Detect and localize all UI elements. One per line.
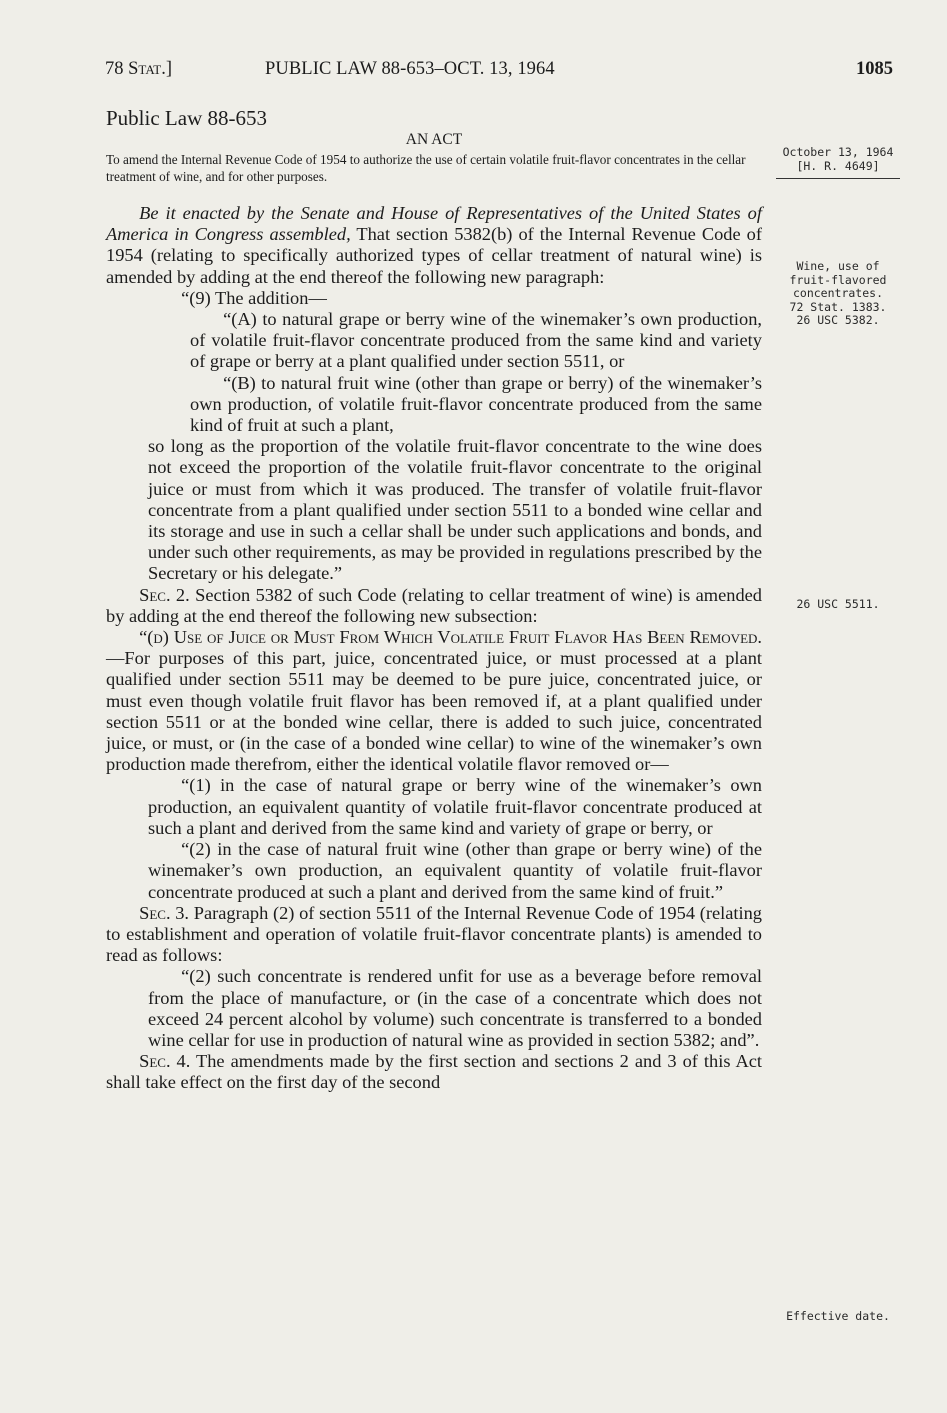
paragraph-9-tail: so long as the proportion of the volatile fruit-flavor concentrate to the wine does not exceed the proportion of the volatile fruit-flavor concentrate to the original juice or must from which it was produced. The transfer of volatile fruit-flavor concentrate from a plant qualified under section 5511 to a bonded wine cellar and its storage and use in such a cellar shall be under such applications and bonds, and under such other requirements, as may be provided in regulations prescribed by the Secretary or his delegate.” [148,436,762,584]
section-3 [106,903,762,967]
margin-wine-line-3: concentrates. [792,286,883,300]
subsection-d-2: “(2) in the case of natural fruit wine (other than grape or berry wine) of the winemaker’s own production, an equivalent quantity of volatile fruit-flavor concentrate produced at such a plant and derived from the same kind of fruit.” [148,839,762,902]
enacting-text: That section 5382(b) of the Internal Revenue Code of 1954 (relating to specifically authorized types of cellar treatment of natural wine) is amended by adding at the end thereof the following new paragraph: [106,224,762,287]
running-title: PUBLIC LAW 88-653–OCT. 13, 1964 [265,59,555,79]
section-3-text: Paragraph (2) of section 5511 of the Internal Revenue Code of 1954 (relating to establishment and operation of volatile fruit-flavor concentrate plants) is amended to read as follows: [106,902,762,966]
volume-number: 78 [105,59,124,79]
margin-divider [776,178,900,179]
enacting-formula: Be it enacted by the Senate and House of Representatives of the United States of America in Congress assembled, [106,203,762,245]
subsection-d [106,627,762,775]
an-act-heading: AN ACT [405,131,463,148]
section-4 [106,1051,762,1093]
section-3-label: Sec. 3. [139,902,190,923]
main-column [106,106,762,1094]
bill-number: [H. R. 4649] [796,158,880,173]
enacting-clause [106,203,762,288]
section-2-label: Sec. 2. [139,584,190,605]
volume-citation [105,59,172,80]
approval-date: October 13, 1964 [782,145,894,159]
margin-note-wine [776,260,900,328]
page-number: 1085 [856,59,893,79]
section-4-text: The amendments made by the first section and sections 2 and 3 of this Act shall take effect on the first day of the second [106,1051,763,1093]
section-2 [106,585,762,627]
margin-note-date [776,146,900,173]
volume-label: Stat. [128,59,166,79]
paragraph-9a: “(A) to natural grape or berry wine of the winemaker’s own production, of volatile fruit-flavor concentrate produced from the same kind and variety of grape or berry at a plant qualified under section 5511, or [190,309,762,372]
margin-note-usc-5511: 26 USC 5511. [796,597,880,611]
law-title: Public Law 88-653 [106,106,267,130]
paragraph-9b: “(B) to natural fruit wine (other than grape or berry) of the winemaker’s own production, of volatile fruit-flavor concentrate produced from the same kind of fruit at such a plant, [190,372,762,436]
running-header [105,59,893,85]
act-purpose: To amend the Internal Revenue Code of 1954 to authorize the use of certain volatile fruit-flavor concentrates in the cellar treatment of wine, and for other purposes. [106,152,746,184]
margin-wine-line-5: 26 USC 5382. [796,313,880,327]
volume-bracket: ] [165,59,172,79]
act-body [106,203,762,1094]
section-2-text: Section 5382 of such Code (relating to cellar treatment of wine) is amended by adding at the end thereof the following new subsection: [106,584,763,626]
paragraph-9: “(9) The addition— [181,287,327,308]
margin-wine-line-1: Wine, use of [796,259,880,273]
subsection-d-heading: “(d) Use of Juice or Must From Which Volatile Fruit Flavor Has Been Removed. [139,627,762,648]
margin-wine-line-2: fruit-flavored [789,272,887,287]
subsection-d-text: —For purposes of this part, juice, concentrated juice, or must processed at a plant qualified under section 5511 may be deemed to be pure juice, concentrated juice, or must even though volatile fruit flavor has been removed if, at a plant qualified under section 5511 or at the bonded wine cellar, there is added to such juice, concentrated juice, or must, or (in the case of a bonded wine cellar) to wine of the winemaker’s own production made therefrom, either the identical volatile flavor removed or— [106,648,762,775]
section-4-label: Sec. 4. [139,1051,191,1072]
section-3-quote: “(2) such concentrate is rendered unfit for use as a beverage before removal from the place of manufacture, or (in the case of a concentrate which does not exceed 24 percent alcohol by volume) such concentrate is transferred to a bonded wine cellar for use in production of natural wine as provided in section 5382; and”. [148,966,762,1050]
subsection-d-1: “(1) in the case of natural grape or berry wine of the winemaker’s own production, an equivalent quantity of volatile fruit-flavor concentrate produced at such a plant and derived from the same kind and variety of grape or berry, or [148,775,762,838]
margin-wine-line-4: 72 Stat. 1383. [789,299,887,314]
margin-note-effective-date: Effective date. [786,1309,890,1323]
